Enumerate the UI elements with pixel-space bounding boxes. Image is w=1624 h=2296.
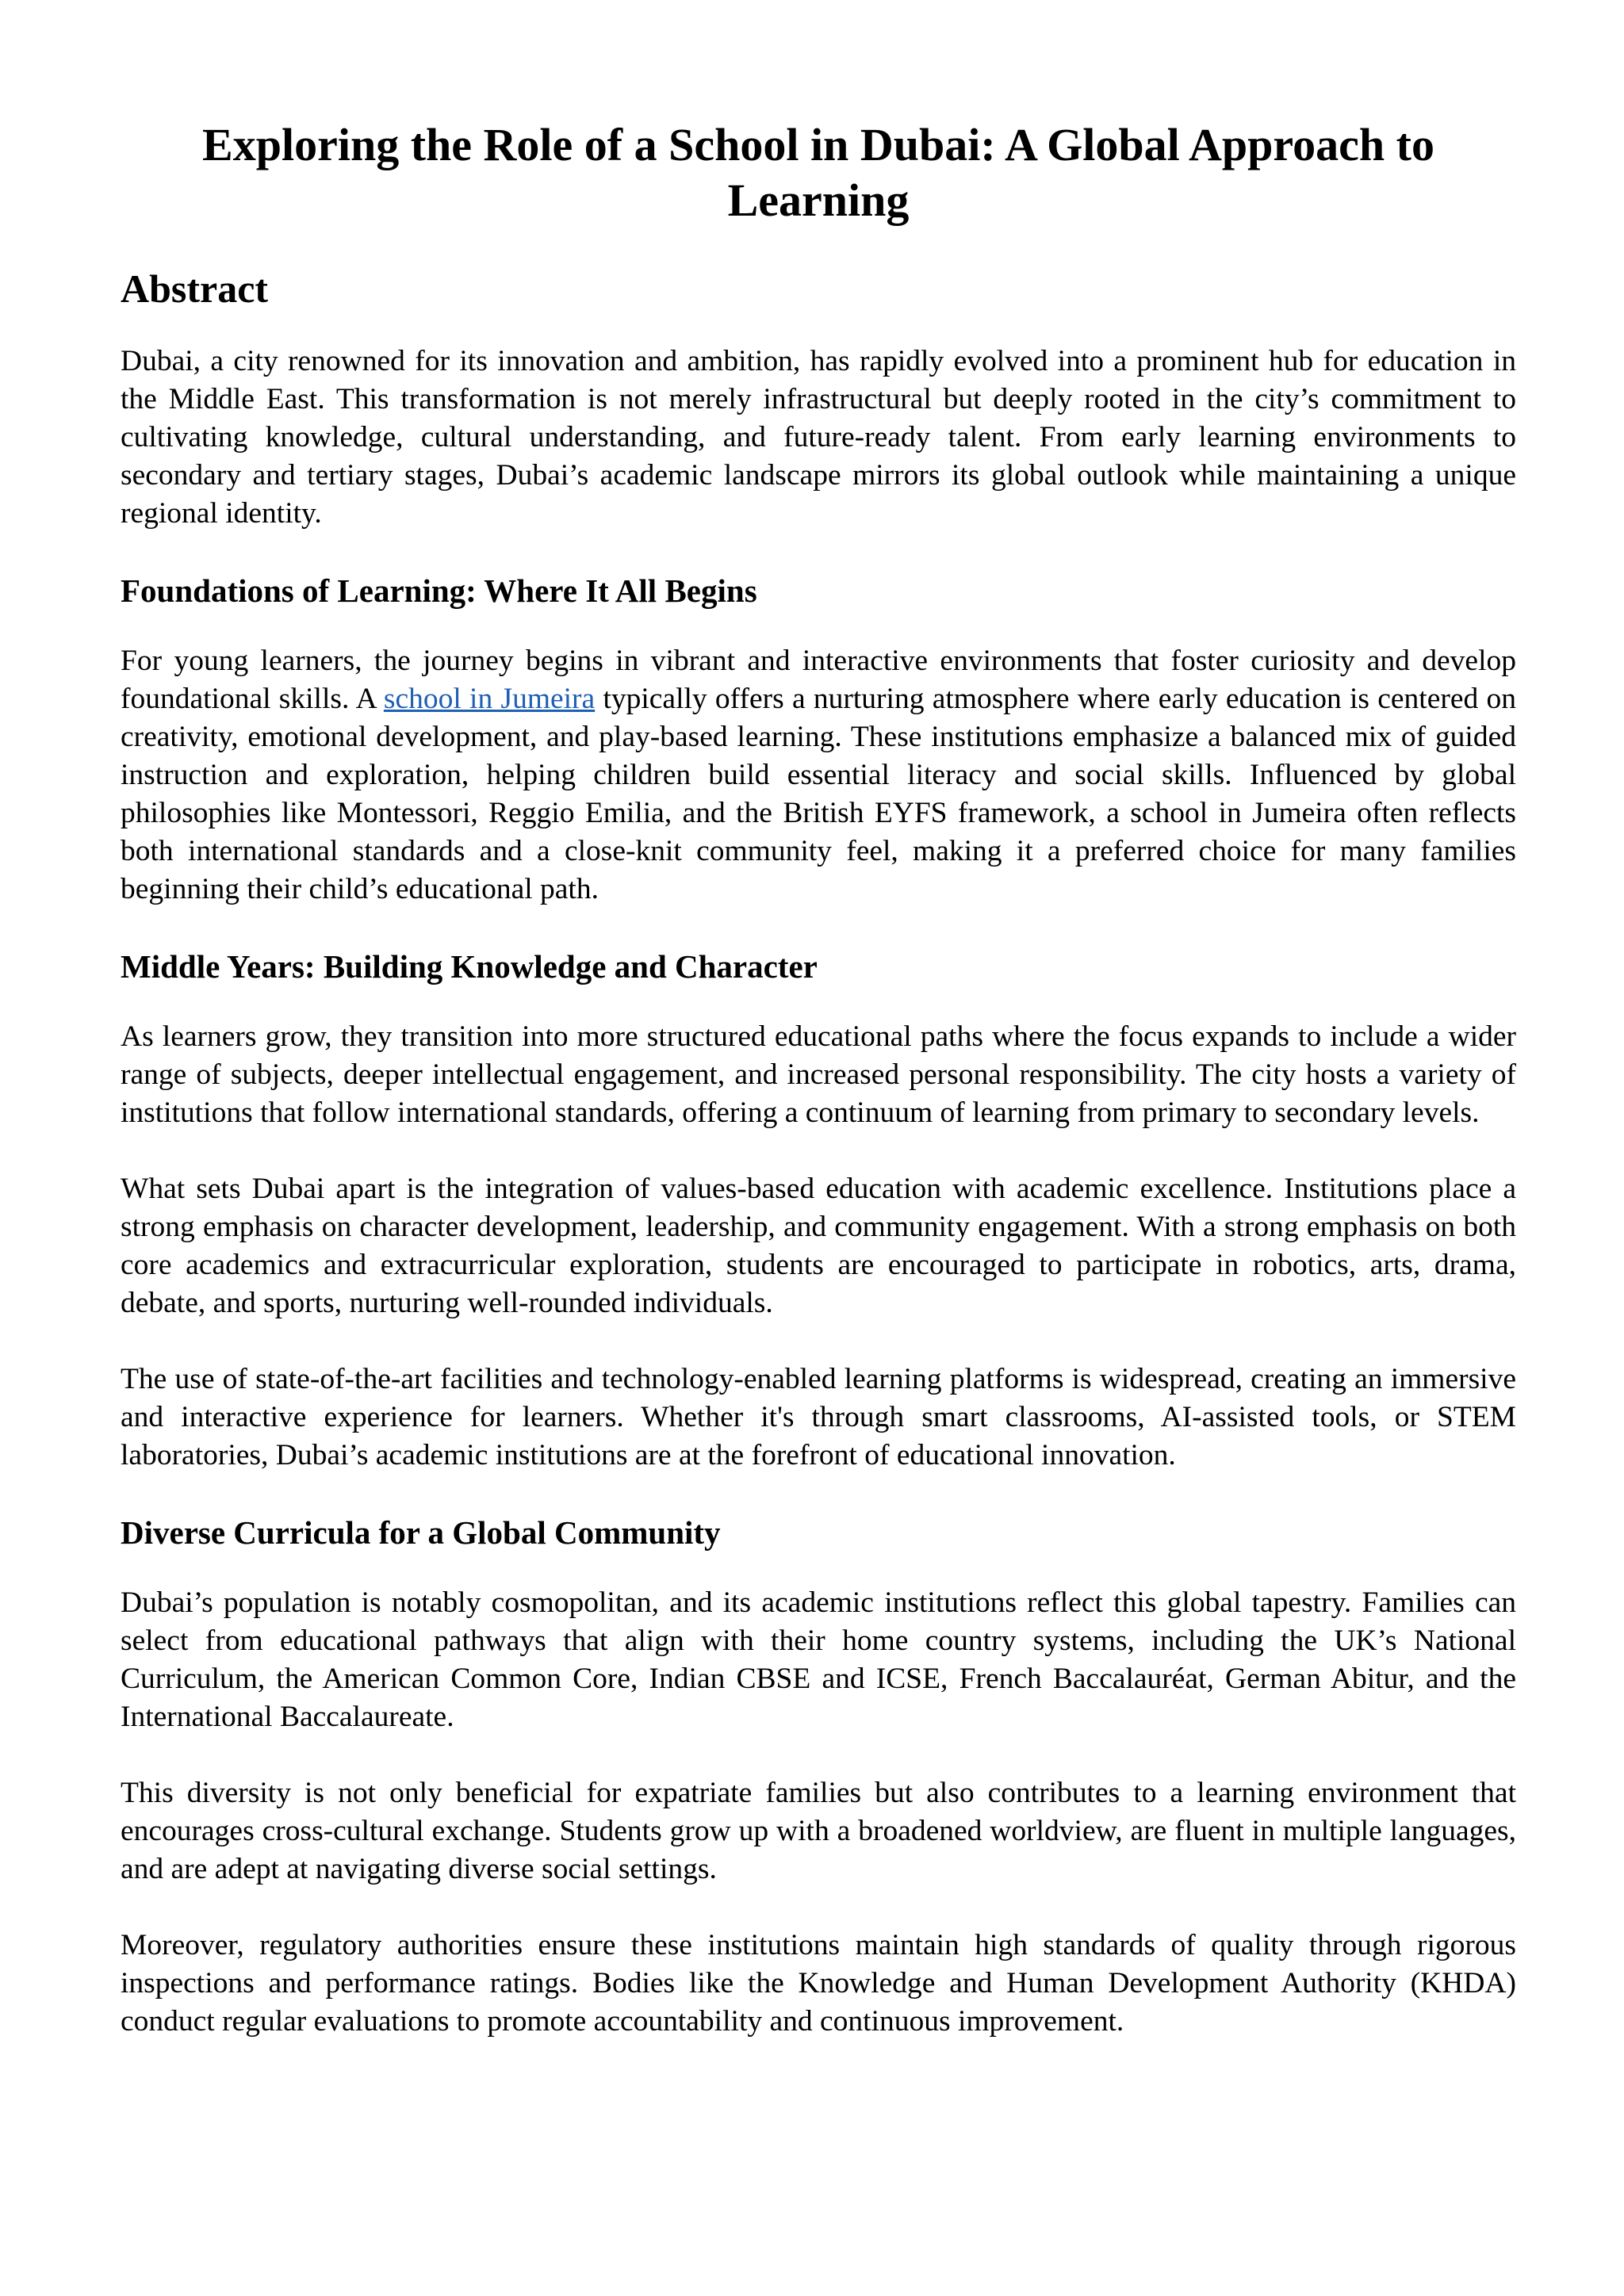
section-paragraph — [121, 642, 1516, 909]
paragraph-text-after-link: typically offers a nurturing atmosphere where early education is centered on creativity, emotional development, and play-based learning. These institutions emphasize a balanced mix of guided instruction and exploration, helping children build essential literacy and social skills. Influenced by global philosophies like Montessori, Reggio Emilia, and the British EYFS framework, a school in Jumeira often reflects both international standards and a close-knit community feel, making it a preferred choice for many families beginning their child’s educational path. — [121, 683, 1516, 905]
paragraph-text-before-link: For young learners, the journey begins in vibrant and interactive environments that foster curiosity and develop foundational skills. A — [121, 645, 1516, 715]
school-in-jumeira-link[interactable]: school in Jumeira — [383, 683, 596, 715]
abstract-paragraph: Dubai, a city renowned for its innovation and ambition, has rapidly evolved into a prominent hub for education in the Middle East. This transformation is not merely infrastructural but deeply rooted in the city’s commitment to cultivating knowledge, cultural understanding, and future-ready talent. From early learning environments to secondary and tertiary stages, Dubai’s academic landscape mirrors its global outlook while maintaining a unique regional identity. — [121, 345, 1516, 530]
section-paragraph: This diversity is not only beneficial for expatriate families but also contributes to a learning environment that encourages cross-cultural exchange. Students grow up with a broadened worldview, are fluent in multiple languages, and are adept at navigating diverse social settings. — [121, 1777, 1516, 1885]
section-paragraph: Moreover, regulatory authorities ensure these institutions maintain high standards of quality through rigorous inspections and performance ratings. Bodies like the Knowledge and Human Development Authority (KHDA) conduct regular evaluations to promote accountability and continuous improvement. — [121, 1929, 1516, 2038]
section-paragraph: What sets Dubai apart is the integration of values-based education with academic excellence. Institutions place a strong emphasis on character development, leadership, and community engagement. With a strong emphasis on both core academics and extracurricular exploration, students are encouraged to participate in robotics, arts, drama, debate, and sports, nurturing well-rounded individuals. — [121, 1173, 1516, 1319]
document-page — [121, 117, 1516, 2079]
section-heading: Foundations of Learning: Where It All Begins — [121, 572, 757, 609]
section-diverse-curricula — [121, 1513, 1516, 2041]
section-heading: Diverse Curricula for a Global Community — [121, 1514, 721, 1551]
section-paragraph: Dubai’s population is notably cosmopolitan, and its academic institutions reflect this global tapestry. Families can select from educational pathways that align with their home country systems, including the UK’s National Curriculum, the American Common Core, Indian CBSE and ICSE, French Baccalauréat, German Abitur, and the International Baccalaureate. — [121, 1586, 1516, 1733]
section-paragraph: The use of state-of-the-art facilities and technology-enabled learning platforms is widespread, creating an immersive and interactive experience for learners. Whether it's through smart classrooms, AI-assisted tools, or STEM laboratories, Dubai’s academic institutions are at the forefront of educational innovation. — [121, 1363, 1516, 1471]
section-paragraph: As learners grow, they transition into more structured educational paths where the focus expands to include a wider range of subjects, deeper intellectual engagement, and increased personal responsibility. The city hosts a variety of institutions that follow international standards, offering a continuum of learning from primary to secondary levels. — [121, 1020, 1516, 1129]
section-heading: Middle Years: Building Knowledge and Character — [121, 948, 818, 985]
document-title: Exploring the Role of a School in Dubai: A Global Approach to Learning — [202, 119, 1434, 226]
abstract-heading: Abstract — [121, 266, 269, 311]
section-middle-years — [121, 947, 1516, 1475]
section-foundations — [121, 571, 1516, 909]
